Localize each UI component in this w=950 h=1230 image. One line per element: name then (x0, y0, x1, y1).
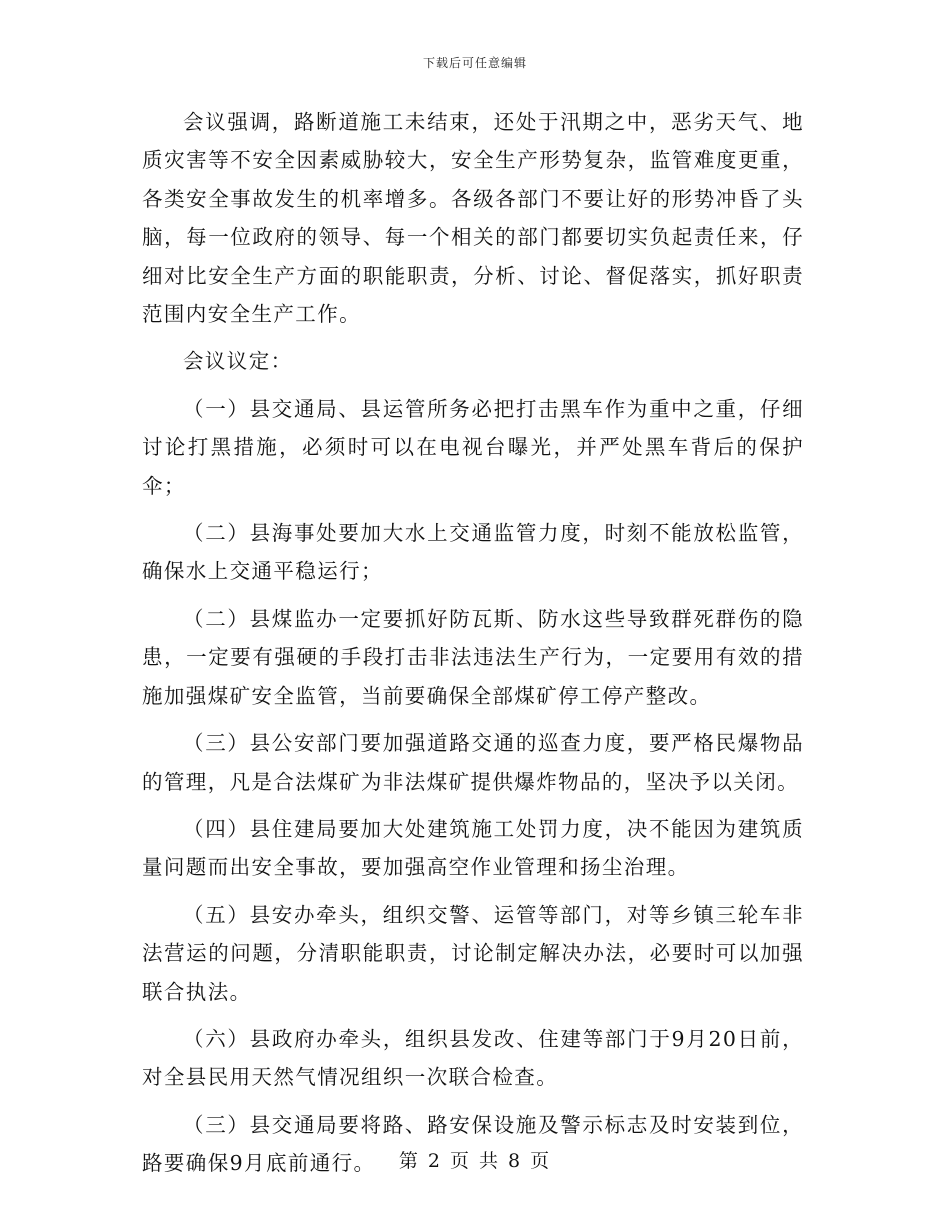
paragraph-item-public-security: （三）县公安部门要加强道路交通的巡查力度，要严格民爆物品的管理，凡是合法煤矿为非法煤矿提供爆炸物品的，坚决予以关闭。 (142, 731, 804, 794)
paragraph-item-government-office: （六）县政府办牵头，组织县发改、住建等部门于9月20日前，对全县民用天然气情况组织一次联合检查。 (142, 1026, 804, 1090)
paragraph-meeting-decisions-heading: 会议议定： (183, 349, 293, 374)
paragraph-item-safety-office: （五）县安办牵头，组织交警、运管等部门，对等乡镇三轮车非法营运的问题，分清职能职责，讨论制定解决办法，必要时可以加强联合执法。 (142, 902, 804, 1004)
paragraph-item-traffic-facilities: （三）县交通局要将路、路安保设施及警示标志及时安装到位，路要确保9月底前通行。 (142, 1112, 804, 1176)
paragraph-item-housing-construction: （四）县住建局要加大处建筑施工处罚力度，决不能因为建筑质量问题而出安全事故，要加强高空作业管理和扬尘治理。 (142, 816, 804, 880)
page-header-note: 下载后可任意编辑 (422, 56, 527, 70)
document-body (142, 103, 804, 1192)
paragraph-meeting-emphasis: 会议强调，路断道施工未结束，还处于汛期之中，恶劣天气、地质灾害等不安全因素威胁较大，安全生产形势复杂，监管难度更重，各类安全事故发生的机率增多。各级各部门不要让好的形势冲昏了头脑，每一位政府的领导、每一个相关的部门都要切实负起责任来，仔细对比安全生产方面的职能职责，分析、讨论、督促落实，抓好职责范围内安全生产工作。 (142, 110, 804, 327)
paragraph-item-maritime: （二）县海事处要加大水上交通监管力度，时刻不能放松监管，确保水上交通平稳运行； (142, 521, 804, 584)
paragraph-item-coal-supervision: （二）县煤监办一定要抓好防瓦斯、防水这些导致群死群伤的隐患，一定要有强硬的手段打击非法违法生产行为，一定要用有效的措施加强煤矿安全监管，当前要确保全部煤矿停工停产整改。 (142, 606, 804, 708)
page-number: 第 2 页 共 8 页 (398, 1150, 552, 1172)
paragraph-item-traffic-bureau: （一）县交通局、县运管所务必把打击黑车作为重中之重，仔细讨论打黑措施，必须时可以在电视台曝光，并严处黑车背后的保护伞； (142, 396, 804, 498)
